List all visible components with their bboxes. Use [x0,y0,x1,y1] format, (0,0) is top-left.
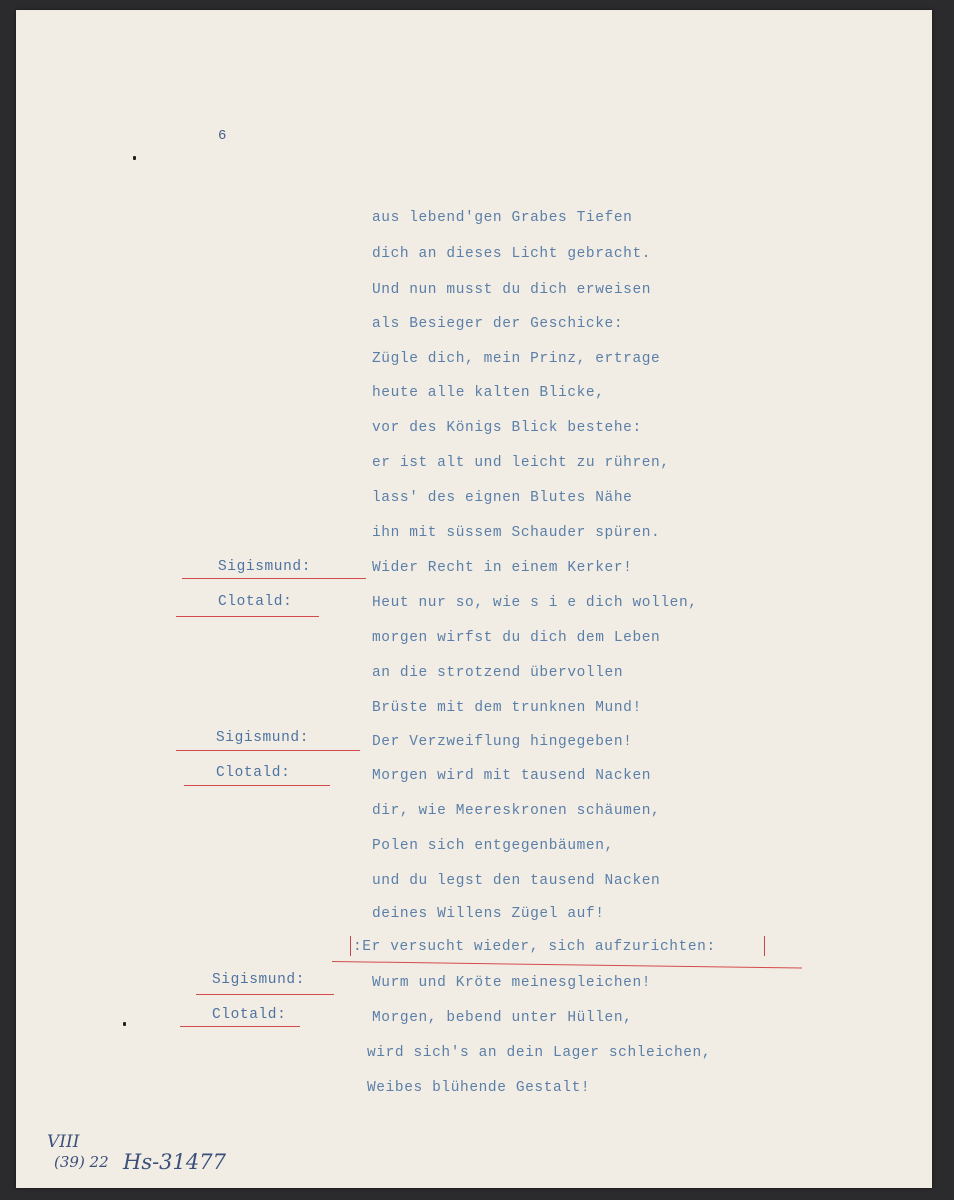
verse-line: heute alle kalten Blicke, [372,385,605,401]
verse-line: und du legst den tausend Nacken [372,873,661,889]
speaker-label: Clotald: [212,1007,287,1023]
speaker-underline [176,750,360,751]
verse-line: Weibes blühende Gestalt! [367,1080,591,1096]
verse-line: als Besieger der Geschicke: [372,316,624,332]
speaker-underline [182,578,366,579]
verse-line: deines Willens Zügel auf! [372,906,605,922]
verse-line: aus lebend'gen Grabes Tiefen [372,210,633,226]
speaker-underline [180,1026,300,1027]
speaker-underline [196,994,334,995]
stage-direction-underline [332,961,802,969]
verse-line: Wurm und Kröte meinesgleichen! [372,975,652,991]
ink-speck [123,1022,126,1026]
verse-line: Und nun musst du dich erweisen [372,282,652,298]
speaker-label: Clotald: [218,594,293,610]
verse-line: dich an dieses Licht gebracht. [372,246,652,262]
folio-annotation: (39) 22 [54,1153,109,1171]
verse-line: er ist alt und leicht zu rühren, [372,455,670,471]
ink-speck [133,156,136,160]
verse-line: an die strotzend übervollen [372,665,624,681]
verse-line: vor des Königs Blick bestehe: [372,420,642,436]
verse-line: Der Verzweiflung hingegeben! [372,734,633,750]
speaker-label: Sigismund: [212,972,306,988]
manuscript-page [16,10,932,1188]
verse-line: Morgen, bebend unter Hüllen, [372,1010,633,1026]
page-number: 6 [218,128,227,144]
speaker-underline [184,785,330,786]
verse-line: wird sich's an dein Lager schleichen, [367,1045,712,1061]
shelfmark-annotation: Hs-31477 [123,1150,226,1174]
verse-line: morgen wirfst du dich dem Leben [372,630,661,646]
verse-line: Wider Recht in einem Kerker! [372,560,633,576]
roman-numeral-annotation: VIII [47,1132,80,1152]
speaker-label: Sigismund: [218,559,312,575]
speaker-label: Sigismund: [216,730,310,746]
verse-line: Polen sich entgegenbäumen, [372,838,614,854]
speaker-label: Clotald: [216,765,291,781]
bracket-mark [350,936,351,956]
speaker-underline [176,616,319,617]
verse-line: Brüste mit dem trunknen Mund! [372,700,642,716]
verse-line: Zügle dich, mein Prinz, ertrage [372,351,661,367]
verse-line: Heut nur so, wie s i e dich wollen, [372,595,698,611]
stage-direction: :Er versucht wieder, sich aufzurichten: [353,939,716,955]
verse-line: lass' des eignen Blutes Nähe [372,490,633,506]
verse-line: Morgen wird mit tausend Nacken [372,768,652,784]
bracket-mark [764,936,765,956]
verse-line: dir, wie Meereskronen schäumen, [372,803,661,819]
verse-line: ihn mit süssem Schauder spüren. [372,525,661,541]
